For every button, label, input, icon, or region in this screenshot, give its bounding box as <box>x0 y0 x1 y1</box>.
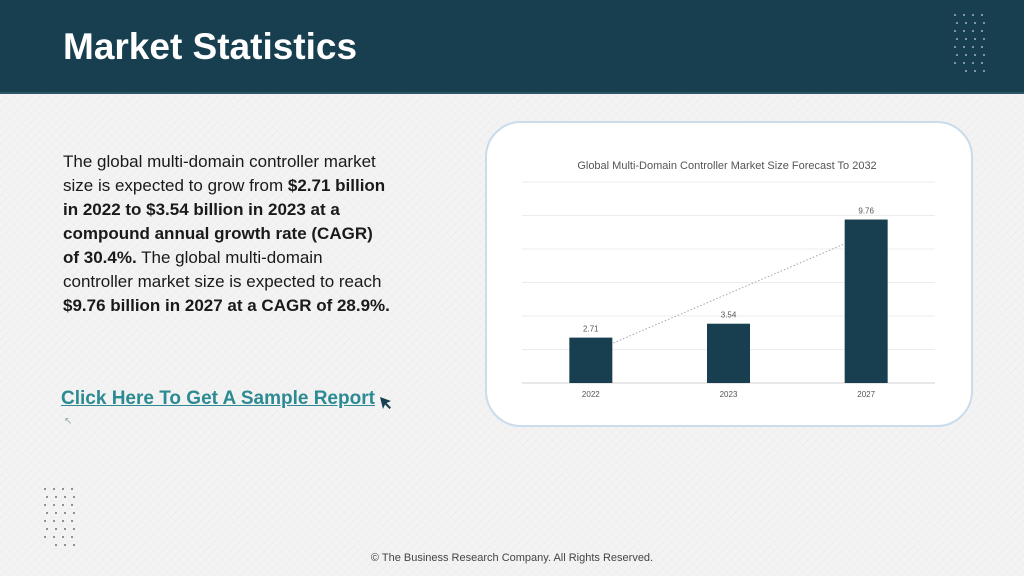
decor-dot <box>62 536 64 538</box>
description-highlight-1: $2.71 billion in 2022 to $3.54 billion in 2023 at a compound annual growth rate (CAGR) of 30.4%. <box>63 176 386 267</box>
bar-chart <box>487 123 975 429</box>
decor-dot <box>44 520 46 522</box>
decor-dot <box>64 512 66 514</box>
chart-title: Global Multi-Domain Controller Market Size Forecast To 2032 <box>577 160 877 172</box>
market-description <box>63 150 393 318</box>
decor-dot <box>55 528 57 530</box>
decor-dot <box>981 62 983 64</box>
header-bar <box>0 0 1024 94</box>
decor-dot <box>44 504 46 506</box>
caret-icon: ↖ <box>64 416 73 427</box>
x-tick-label: 2027 <box>857 390 876 399</box>
decor-dot <box>954 14 956 16</box>
decor-dot <box>44 536 46 538</box>
copyright-footer: © The Business Research Company. All Rights Reserved. <box>370 552 654 564</box>
decor-dot <box>983 38 985 40</box>
decor-dot <box>954 62 956 64</box>
decor-dot <box>963 14 965 16</box>
decor-dot <box>53 536 55 538</box>
decor-dot <box>53 488 55 490</box>
decor-dot <box>73 496 75 498</box>
bar-2022 <box>569 338 612 383</box>
decor-dot <box>972 14 974 16</box>
decor-dot <box>71 536 73 538</box>
decor-dot <box>965 22 967 24</box>
dot-grid-decoration-bottom <box>42 486 82 554</box>
decor-dot <box>974 38 976 40</box>
decor-dot <box>974 70 976 72</box>
decor-dot <box>62 488 64 490</box>
description-text-2: The global multi-domain controller market size is expected to reach <box>63 248 382 291</box>
chart-card <box>485 121 973 427</box>
decor-dot <box>965 38 967 40</box>
decor-dot <box>71 504 73 506</box>
decor-dot <box>64 496 66 498</box>
decor-dot <box>983 70 985 72</box>
decor-dot <box>965 70 967 72</box>
decor-dot <box>53 520 55 522</box>
decor-dot <box>974 54 976 56</box>
decor-dot <box>963 30 965 32</box>
decor-dot <box>46 528 48 530</box>
decor-dot <box>55 544 57 546</box>
data-label: 2.71 <box>583 324 599 334</box>
decor-dot <box>956 22 958 24</box>
decor-dot <box>73 528 75 530</box>
sample-report-link[interactable]: Click Here To Get A Sample Report <box>61 388 375 409</box>
decor-dot <box>64 528 66 530</box>
decor-dot <box>972 30 974 32</box>
bar-2023 <box>707 324 750 383</box>
decor-dot <box>963 46 965 48</box>
decor-dot <box>963 62 965 64</box>
decor-dot <box>974 22 976 24</box>
decor-dot <box>981 14 983 16</box>
dot-grid-decoration <box>952 12 992 80</box>
data-label: 9.76 <box>858 206 874 216</box>
description-highlight-2: $9.76 billion in 2027 at a CAGR of 28.9%. <box>63 296 390 315</box>
decor-dot <box>965 54 967 56</box>
decor-dot <box>981 30 983 32</box>
decor-dot <box>954 30 956 32</box>
data-label: 3.54 <box>720 310 737 320</box>
decor-dot <box>954 46 956 48</box>
decor-dot <box>73 544 75 546</box>
decor-dot <box>64 544 66 546</box>
decor-dot <box>956 38 958 40</box>
decor-dot <box>972 62 974 64</box>
decor-dot <box>71 488 73 490</box>
decor-dot <box>983 22 985 24</box>
x-tick-label: 2023 <box>719 390 738 399</box>
x-tick-label: 2022 <box>581 390 600 399</box>
decor-dot <box>62 520 64 522</box>
decor-dot <box>46 512 48 514</box>
page-title: Market Statistics <box>63 26 358 67</box>
decor-dot <box>71 520 73 522</box>
description-text-1: The global multi-domain controller market size is expected to grow from <box>63 152 376 195</box>
decor-dot <box>53 504 55 506</box>
decor-dot <box>46 496 48 498</box>
decor-dot <box>55 512 57 514</box>
cursor-arrow-icon <box>378 395 394 416</box>
decor-dot <box>981 46 983 48</box>
decor-dot <box>956 54 958 56</box>
decor-dot <box>44 488 46 490</box>
decor-dot <box>972 46 974 48</box>
decor-dot <box>62 504 64 506</box>
decor-dot <box>55 496 57 498</box>
decor-dot <box>73 512 75 514</box>
decor-dot <box>983 54 985 56</box>
bar-2027 <box>845 220 888 383</box>
